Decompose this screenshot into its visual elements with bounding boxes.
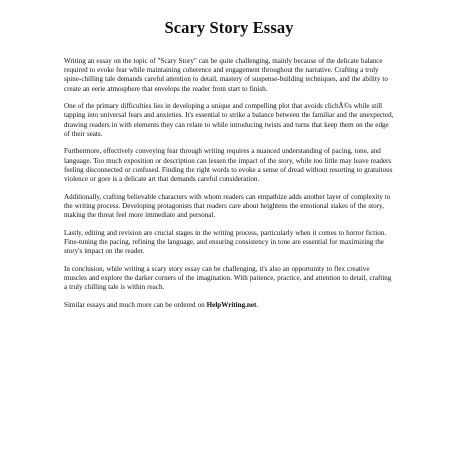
essay-paragraph-5: Lastly, editing and revision are crucial stages in the writing process, particularly when it comes to horror fiction. Fine-tuning the pacing, refining the language, and ensuring consistency in tone are essential for maximizing the story's impact on the reader. [64,228,387,256]
essay-page [64,18,394,318]
essay-paragraph-1: Writing an essay on the topic of "Scary Story" can be quite challenging, mainly because of the delicate balance required to evoke fear while maintaining coherence and engagement throughout the narrative. Crafting a truly spine-chilling tale demands careful attention to detail, mastery of suspense-building techniques, and the ability to create an eerie atmosphere that envelops the reader from start to finish. [64,57,388,93]
essay-paragraph-4: Additionally, crafting believable characters with whom readers can empathize adds another layer of complexity to the writing process. Developing protagonists that readers care about heightens the emotional stakes of the story, making the threat feel more immediate and personal. [64,192,391,220]
essay-title: Scary Story Essay [164,18,294,37]
closing-prefix: Similar essays and much more can be ordered on [64,300,207,309]
closing-suffix: . [256,300,259,309]
essay-paragraph-2: One of the primary difficulties lies in developing a unique and compelling plot that avoids clichÃ©s while still tapping into universal fears and anxieties. It's essential to strike a balance between the familiar and the unexpected, drawing readers in with elements they can relate to while introducing twists and turns that keep them on the edge of their seats. [64,102,394,138]
essay-paragraph-3: Furthermore, effectively conveying fear through writing requires a nuanced understanding of pacing, tone, and language. Too much exposition or description can lessen the impact of the story, while too little may leave readers feeling disconnected or confused. Finding the right words to evoke a sense of dread without resorting to gratuitous violence or gore is a delicate art that demands careful consideration. [64,147,393,184]
closing-line [64,301,394,310]
essay-paragraph-6: In conclusion, while writing a scary story essay can be challenging, it's also an opportunity to flex creative muscles and explore the darker corners of the imagination. With patience, practice, and attention to detail, crafting a truly chilling tale is within reach. [64,264,392,292]
helpwriting-link[interactable]: HelpWriting.net [206,300,257,309]
